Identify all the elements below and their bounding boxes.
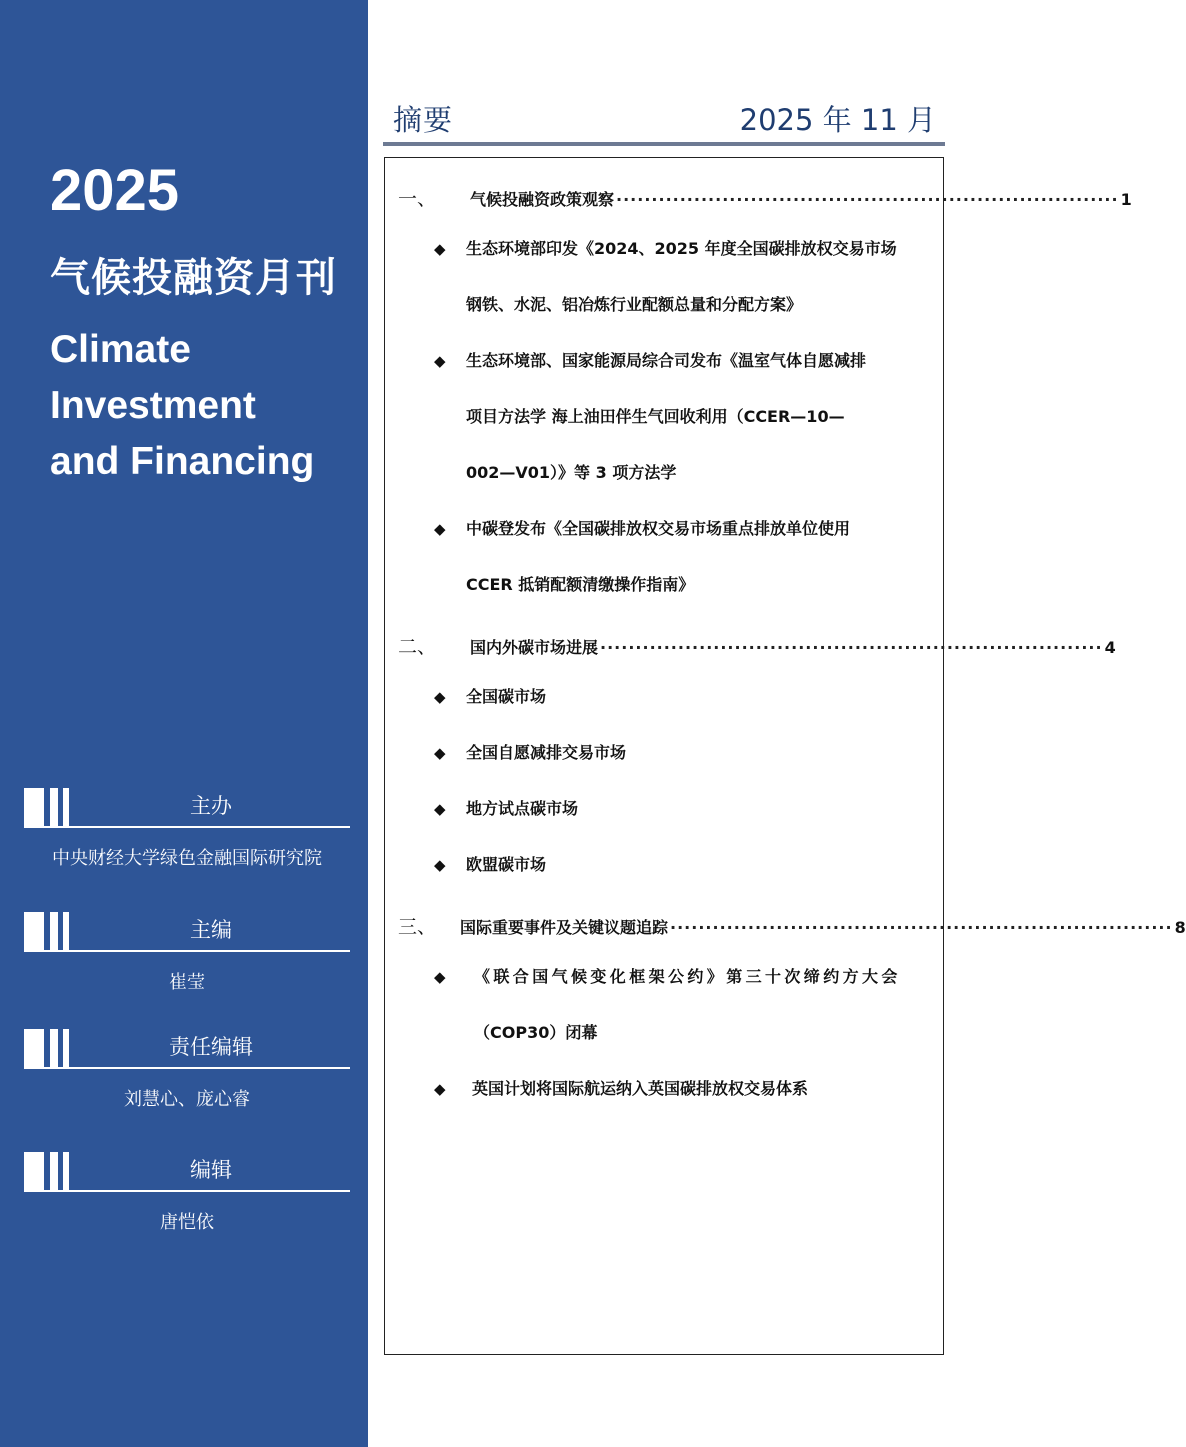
credit-title: 主办 — [190, 794, 232, 818]
credit-header — [24, 788, 350, 828]
journal-title-en — [50, 322, 314, 490]
dot-leader: ······································································· — [600, 638, 1103, 657]
journal-title-en-line: Investment — [50, 384, 256, 427]
toc-item-line: （COP30）闭幕 — [474, 1023, 598, 1042]
toc-item-line: 生态环境部印发《2024、2025 年度全国碳排放权交易市场 — [466, 239, 897, 258]
section-title: 国际重要事件及关键议题追踪 — [460, 918, 669, 937]
credit-header — [24, 1152, 350, 1192]
toc-item[interactable] — [434, 333, 934, 501]
toc-item-line: 中碳登发布《全国碳排放权交易市场重点排放单位使用 — [466, 519, 851, 538]
toc-item[interactable] — [434, 501, 934, 613]
section-page: 1 — [1120, 190, 1132, 209]
section-title: 气候投融资政策观察 — [470, 190, 615, 209]
credit-rule — [24, 1067, 350, 1069]
header-rule — [383, 142, 945, 146]
diamond-bullet-icon: ◆ — [434, 688, 446, 706]
toc-item-line: CCER 抵销配额清缴操作指南》 — [466, 575, 695, 594]
diamond-bullet-icon: ◆ — [434, 352, 446, 370]
credit-responsible-editor — [24, 1029, 350, 1111]
credit-editor — [24, 1152, 350, 1234]
toc-item-line: 欧盟碳市场 — [466, 855, 547, 874]
section-page: 4 — [1104, 638, 1116, 657]
journal-title-en-line: Climate — [50, 328, 191, 371]
journal-title-cn: 气候投融资月刊 — [50, 255, 337, 301]
bars-decoration — [24, 1152, 72, 1192]
toc-item-line: 002—V01）》等 3 项方法学 — [466, 463, 677, 482]
credit-title: 编辑 — [190, 1158, 232, 1182]
toc-item[interactable] — [434, 725, 934, 781]
diamond-bullet-icon: ◆ — [434, 800, 446, 818]
sidebar-year: 2025 — [50, 158, 180, 223]
toc-item-line: 全国自愿减排交易市场 — [466, 743, 627, 762]
toc-item-line: 钢铁、水泥、铝冶炼行业配额总量和分配方案》 — [466, 295, 803, 314]
toc-item[interactable] — [434, 221, 934, 333]
bars-decoration — [24, 1029, 72, 1069]
credit-title: 责任编辑 — [169, 1035, 253, 1059]
abstract-title: 摘要 — [393, 103, 454, 137]
dot-leader: ······································································· — [616, 190, 1119, 209]
toc-section[interactable] — [398, 632, 1116, 659]
toc-section[interactable] — [398, 184, 1132, 211]
dot-leader: ······································································· — [670, 918, 1173, 937]
diamond-bullet-icon: ◆ — [434, 968, 446, 986]
toc-item[interactable] — [434, 1061, 934, 1117]
toc-item-line: 生态环境部、国家能源局综合司发布《温室气体自愿减排 — [466, 351, 867, 370]
credit-value: 崔莹 — [169, 972, 205, 993]
credit-rule — [24, 1190, 350, 1192]
toc-item[interactable] — [434, 949, 934, 1061]
credit-value: 中央财经大学绿色金融国际研究院 — [52, 848, 322, 869]
toc-item-line: 项目方法学 海上油田伴生气回收利用（CCER—10— — [466, 407, 845, 426]
section-number: 二、 — [398, 636, 437, 658]
credit-header — [24, 1029, 350, 1069]
toc-item[interactable] — [434, 781, 934, 837]
issue-date: 2025 年 11 月 — [739, 103, 936, 137]
credit-chief-editor — [24, 912, 350, 994]
credit-value: 唐恺依 — [160, 1212, 214, 1233]
bars-decoration — [24, 788, 72, 828]
credit-rule — [24, 826, 350, 828]
diamond-bullet-icon: ◆ — [434, 744, 446, 762]
section-number: 三、 — [398, 916, 437, 938]
section-title: 国内外碳市场进展 — [470, 638, 599, 657]
credit-rule — [24, 950, 350, 952]
sidebar — [0, 0, 368, 1447]
toc-item[interactable] — [434, 669, 934, 725]
credit-header — [24, 912, 350, 952]
diamond-bullet-icon: ◆ — [434, 856, 446, 874]
toc-item-line: 全国碳市场 — [466, 687, 547, 706]
diamond-bullet-icon: ◆ — [434, 240, 446, 258]
diamond-bullet-icon: ◆ — [434, 1080, 446, 1098]
toc-item-line: 《联合国气候变化框架公约》第三十次缔约方大会 — [474, 967, 901, 986]
toc-item-line: 地方试点碳市场 — [466, 799, 579, 818]
toc-section[interactable] — [398, 912, 1186, 939]
section-number: 一、 — [398, 188, 437, 210]
credit-sponsor — [24, 788, 350, 870]
credit-value: 刘慧心、庞心睿 — [124, 1089, 250, 1110]
toc-item-line: 英国计划将国际航运纳入英国碳排放权交易体系 — [472, 1079, 809, 1098]
credit-title: 主编 — [190, 918, 232, 942]
section-page: 8 — [1174, 918, 1186, 937]
journal-title-en-line: and Financing — [50, 440, 315, 483]
bars-decoration — [24, 912, 72, 952]
diamond-bullet-icon: ◆ — [434, 520, 446, 538]
toc-item[interactable] — [434, 837, 934, 893]
